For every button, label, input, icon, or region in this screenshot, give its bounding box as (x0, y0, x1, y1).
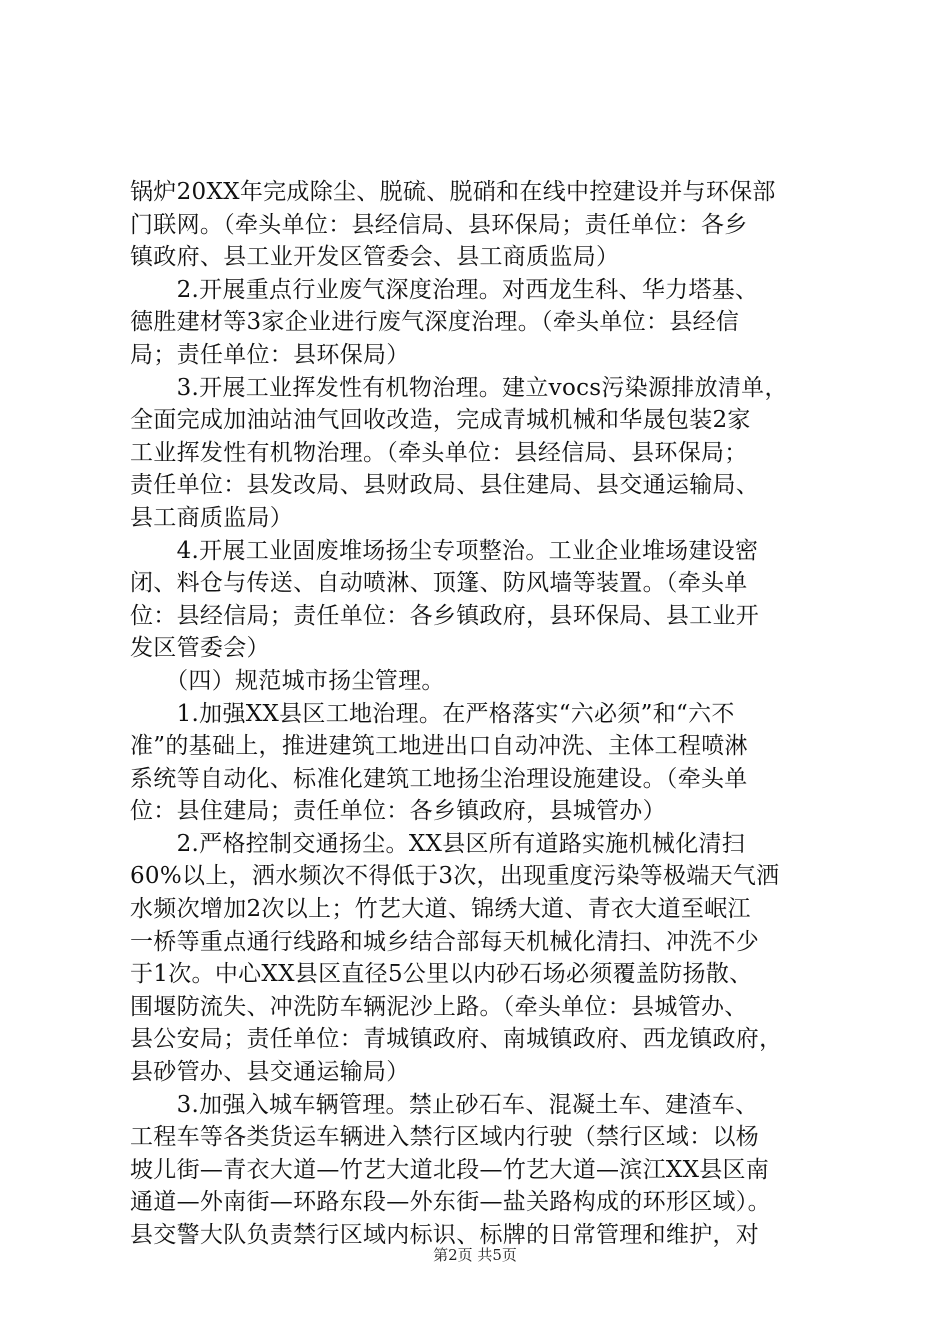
text-line: 2.开展重点行业废气深度治理。对西龙生科、华力塔基、 (130, 276, 759, 303)
text-line: 县工商质监局） (130, 504, 294, 531)
text-line: 围堰防流失、冲洗防车辆泥沙上路。（牵头单位：县城管办、 (130, 993, 748, 1020)
text-line: 准”的基础上，推进建筑工地进出口自动冲洗、主体工程喷淋 (130, 733, 748, 760)
text-line: 县公安局；责任单位：青城镇政府、南城镇政府、西龙镇政府， (130, 1026, 783, 1053)
text-line: 60%以上，洒水频次不得低于3次，出现重度污染等极端天气洒 (130, 863, 780, 890)
text-line: 位：县住建局；责任单位：各乡镇政府，县城管办） (130, 798, 666, 825)
text-line: 全面完成加油站油气回收改造，完成青城机械和华晟包装2家 (130, 407, 751, 434)
section-heading: （四）规范城市扬尘管理。 (130, 667, 445, 694)
page-footer: 第2页 共5页 (433, 1246, 517, 1264)
text-line: 4.开展工业固废堆场扬尘专项整治。工业企业堆场建设密 (130, 537, 759, 564)
text-line: 锅炉20XX年完成除尘、脱硫、脱硝和在线中控建设并与环保部 (130, 179, 776, 205)
text-line: 工程车等各类货运车辆进入禁行区域内行驶（禁行区域：以杨 (130, 1124, 760, 1151)
text-line: 系统等自动化、标准化建筑工地扬尘治理设施建设。（牵头单 (130, 765, 748, 792)
text-line: 县砂管办、县交通运输局） (130, 1059, 410, 1086)
text-line: 责任单位：县发改局、县财政局、县住建局、县交通运输局、 (130, 472, 760, 499)
text-line: 发区管委会） (130, 635, 270, 662)
text-line: 一桥等重点通行线路和城乡结合部每天机械化清扫、冲洗不少 (130, 928, 760, 955)
document-body (130, 176, 830, 1252)
text-line: 闭、料仓与传送、自动喷淋、顶篷、防风墙等装置。（牵头单 (130, 570, 748, 597)
text-line: 水频次增加2次以上；竹艺大道、锦绣大道、青衣大道至岷江 (130, 896, 751, 923)
text-line: 1.加强XX县区工地治理。在严格落实“六必须”和“六不 (130, 700, 735, 727)
text-line: 位：县经信局；责任单位：各乡镇政府，县环保局、县工业开 (130, 602, 760, 629)
text-line: 镇政府、县工业开发区管委会、县工商质监局） (130, 244, 620, 271)
text-line: 县交警大队负责禁行区域内标识、标牌的日常管理和维护，对 (130, 1222, 760, 1248)
text-line: 门联网。（牵头单位：县经信局、县环保局；责任单位：各乡 (130, 211, 748, 238)
text-line: 3.加强入城车辆管理。禁止砂石车、混凝土车、建渣车、 (130, 1091, 759, 1118)
text-line: 德胜建材等3家企业进行废气深度治理。（牵头单位：县经信 (130, 309, 740, 336)
text-line: 工业挥发性有机物治理。（牵头单位：县经信局、县环保局； (130, 439, 748, 466)
text-line: 通道—外南街—环路东段—外东街—盐关路构成的环形区域）。 (130, 1189, 771, 1216)
text-line: 坡儿街—青衣大道—竹艺大道北段—竹艺大道—滨江XX县区南 (130, 1156, 770, 1183)
text-line: 2.严格控制交通扬尘。XX县区所有道路实施机械化清扫 (130, 830, 746, 857)
text-line: 3.开展工业挥发性有机物治理。建立vocs污染源排放清单， (130, 374, 788, 401)
text-line: 局；责任单位：县环保局） (130, 341, 410, 368)
text-line: 于1次。中心XX县区直径5公里以内砂石场必须覆盖防扬散、 (130, 961, 753, 988)
